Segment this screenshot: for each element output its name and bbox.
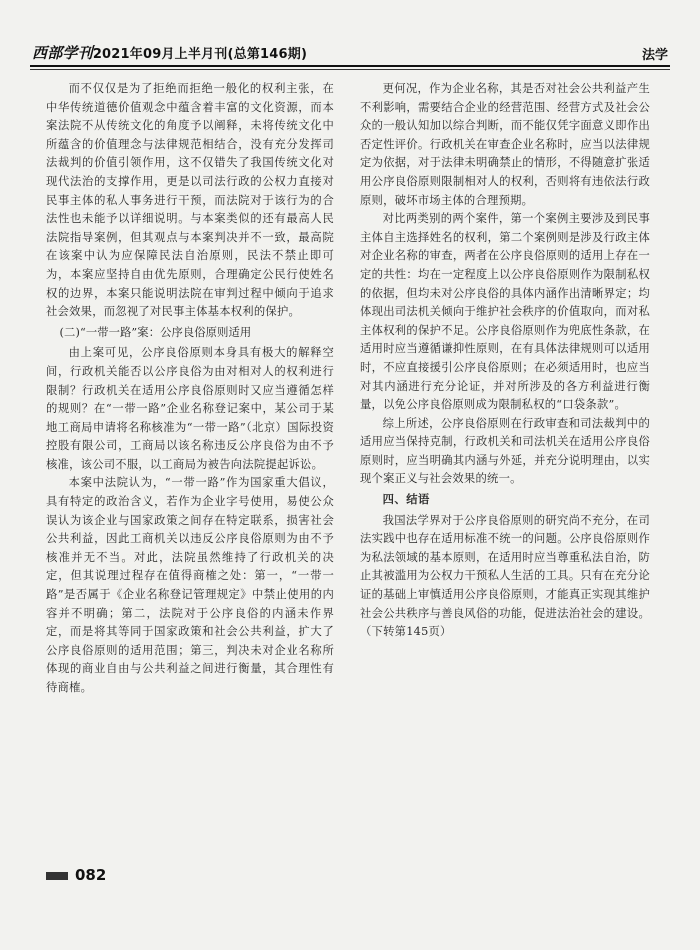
page-header (32, 37, 668, 63)
journal-logo: 西部学刊 (32, 44, 93, 62)
right-column (360, 80, 650, 642)
body-paragraph: 由上案可见，公序良俗原则本身具有极大的解释空间，行政机关能否以公序良俗为由对相对人的权利进行限制？行政机关在适用公序良俗原则时又应当遵循怎样的规则？在“一带一路”企业名称登记案中，某公司于某地工商局申请将名称核准为“一带一路”（北京）国际投资控股有限公司，工商局以该名称违反公序良俗为由不予核准，该公司不服，以工商局为被告向法院提起诉讼。 (46, 346, 334, 471)
page-number: 082 (75, 866, 107, 884)
subsection-heading: (二)“一带一路”案：公序良俗原则适用 (59, 325, 252, 339)
header-rule (30, 65, 670, 67)
left-column (46, 80, 334, 698)
journal-title (32, 42, 307, 63)
header-rule-thin (30, 69, 670, 70)
page-number-mark (46, 872, 68, 880)
body-paragraph: 综上所述，公序良俗原则在行政审查和司法裁判中的适用应当保持克制，行政机关和司法机关在适用公序良俗原则时，应当明确其内涵与外延，并充分说明理由，以实现个案正义与社会效果的统一。 (360, 416, 650, 486)
issue-info: 2021年09月上半月刊(总第146期) (92, 47, 308, 62)
section-label: 法学 (641, 48, 668, 63)
body-paragraph: 对比两类别的两个案件，第一个案例主要涉及到民事主体自主选择姓名的权利，第二个案例则是涉及行政主体对企业名称的审查，两者在公序良俗原则的适用上存在一定的共性：均在一定程度上以公序良俗原则作为限制私权的依据，但均未对公序良俗的具体内涵作出清晰界定；均体现出司法机关倾向于维护社会秩序的价值取向，而对私主体权利的保护不足。公序良俗原则作为兜底性条款，在适用时应当遵循谦抑性原则，在有具体法律规则可以适用时，不应直接援引公序良俗原则；在必须适用时，也应当对其内涵进行充分论证，并对所涉及的各方利益进行衡量，以免公序良俗原则成为限制私权的“口袋条款”。 (360, 212, 650, 412)
body-paragraph: 我国法学界对于公序良俗原则的研究尚不充分，在司法实践中也存在适用标准不统一的问题。公序良俗原则作为私法领域的基本原则，在适用时应当尊重私法自治，防止其被滥用为公权力干预私人生活的工具。只有在充分论证的基础上审慎适用公序良俗原则，才能真正实现其维护社会公共秩序与善良风俗的功能，促进法治社会的建设。（下转第145页） (360, 513, 650, 639)
body-paragraph: 本案中法院认为，“一带一路”作为国家重大倡议，具有特定的政治含义，若作为企业字号使用，易使公众误认为该企业与国家政策之间存在特定联系，损害社会公共利益，因此工商机关以违反公序良俗原则为由不予核准并无不当。对此，法院虽然维持了行政机关的决定，但其说理过程存在值得商榷之处：第一，“一带一路”是否属于《企业名称登记管理规定》中禁止使用的内容并不明确；第二，法院对于公序良俗的内涵未作界定，而是将其等同于国家政策和社会公共利益，扩大了公序良俗原则的适用范围；第三，判决未对企业名称所体现的商业自由与公共利益之间进行衡量，其合理性有待商榷。 (46, 476, 334, 694)
body-paragraph: 而不仅仅是为了拒绝而拒绝一般化的权利主张，在中华传统道德价值观念中蕴含着丰富的文化资源，而本案法院不从传统文化的角度予以阐释，未将传统文化中所蕴含的价值理念与法律规范相结合，没有充分发挥司法裁判的价值引领作用，这不仅错失了我国传统文化对现代法治的支撑作用，更是以司法行政的公权力直接对民事主体的私人事务进行干预，而法院对于该行为的合法性也未能予以详细说明。与本案类似的还有最高人民法院指导案例，但其观点与本案判决并不一致，最高院在该案中认为应保障民法自治原则，民法不禁止即可为，本案应坚持自由优先原则，合理确定公民行使姓名权的边界，本案只能说明法院在审判过程中倾向于追求社会效果，而忽视了对民事主体基本权利的保护。 (46, 82, 334, 319)
section-heading: 四、结语 (382, 493, 430, 507)
body-paragraph: 更何况，作为企业名称，其是否对社会公共利益产生不利影响，需要结合企业的经营范围、经营方式及社会公众的一般认知加以综合判断，而不能仅凭字面意义即作出否定性评价。行政机关在审查企业名称时，应当以法律规定为依据，对于法律未明确禁止的情形，不得随意扩张适用公序良俗原则限制相对人的权利，否则将有违依法行政原则，破坏市场主体的合理预期。 (360, 82, 650, 207)
